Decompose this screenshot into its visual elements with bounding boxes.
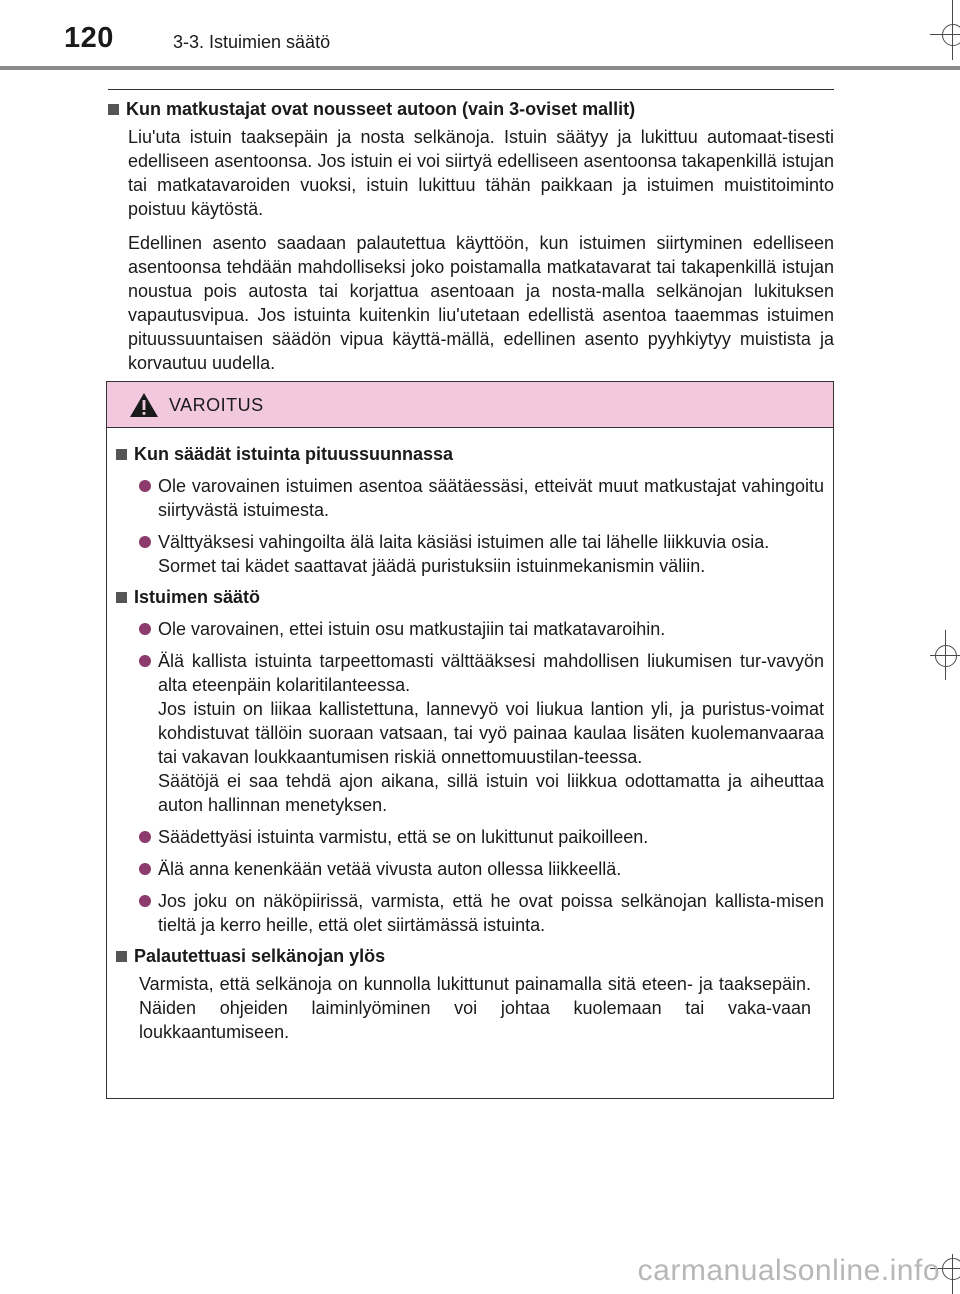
registration-mark-middle: [930, 625, 960, 685]
square-bullet-icon: [116, 449, 127, 460]
warning-bullet: [139, 889, 824, 937]
warning-bullet: [139, 825, 824, 849]
bullet-text: Säädettyäsi istuinta varmistu, että se on lukittunut paikoilleen.: [158, 827, 649, 847]
chapter-title: 3-3. Istuimien säätö: [173, 32, 331, 52]
warning-header: [107, 382, 833, 428]
round-bullet-icon: [139, 623, 151, 635]
round-bullet-icon: [139, 863, 151, 875]
warning-title: VAROITUS: [169, 395, 264, 415]
round-bullet-icon: [139, 480, 151, 492]
section-paragraph: Edellinen asento saadaan palautettua käyttöön, kun istuimen siirtyminen edelliseen asentoonsa tehdään mahdolliseksi joko poistamalla matkatavarat tai takapenkillä istujan noustua pois autosta tai korjattua asentoaan ja nosta-malla selkänojan lukituksen vapautusvipua. Jos istuinta kuitenkin liu'utetaan edellistä asentoa taaemmas istuimen pituussuuntaisen säädön vipua käyttä-mällä, edellinen asento pyyhkiytyy muistista ja korvautuu uudella.: [128, 233, 834, 373]
round-bullet-icon: [139, 536, 151, 548]
warning-bullet: [139, 857, 824, 881]
round-bullet-icon: [139, 655, 151, 667]
bullet-text: Säätöjä ei saa tehdä ajon aikana, sillä istuin voi liikkua odottamatta ja aiheuttaa auton hallinnan menetyksen.: [158, 771, 824, 815]
warning-triangle-icon: [129, 392, 159, 418]
square-bullet-icon: [116, 951, 127, 962]
round-bullet-icon: [139, 831, 151, 843]
bullet-text: Ole varovainen, ettei istuin osu matkustajiin tai matkatavaroihin.: [158, 619, 666, 639]
warning-group-heading-text: Kun säädät istuinta pituussuunnassa: [134, 444, 454, 464]
header-rule: [0, 66, 960, 70]
page-number: 120: [64, 22, 114, 54]
section-heading: [108, 98, 834, 121]
warning-group-heading: [116, 944, 824, 968]
warning-group-heading: [116, 442, 824, 466]
section-rule: [108, 89, 834, 90]
square-bullet-icon: [116, 592, 127, 603]
warning-box: [106, 381, 834, 1099]
warning-bullet: [139, 474, 824, 522]
bullet-text: Älä anna kenenkään vetää vivusta auton ollessa liikkeellä.: [158, 859, 622, 879]
watermark: carmanualsonline.info: [637, 1254, 940, 1287]
warning-group-heading: [116, 585, 824, 609]
warning-bullet: [139, 617, 824, 641]
bullet-text: Jos istuin on liikaa kallistettuna, lannevyö voi liukua lantion yli, ja puristus-voimat kohdistuvat tällöin suoraan vatsaan, tai vyö painaa kaulaa lisäten kuolemanvaaraa tai vakavan loukkaantumisen riskiä onnettomuustilan-teessa.: [158, 699, 824, 767]
bullet-text: Älä kallista istuinta tarpeettomasti välttääksesi mahdollisen liukumisen tur-vavyön alta eteenpäin kolaritilanteessa.: [158, 651, 824, 695]
main-content: [108, 89, 834, 375]
bullet-text: Sormet tai kädet saattavat jäädä puristuksiin istuinmekanismin väliin.: [158, 556, 706, 576]
registration-mark-top: [930, 0, 960, 60]
bullet-text: Jos joku on näköpiirissä, varmista, että he ovat poissa selkänojan kallista-misen tieltä ja kerro heille, että olet siirtämässä istuinta.: [158, 891, 824, 935]
warning-group-heading-text: Palautettuasi selkänojan ylös: [134, 946, 386, 966]
warning-bullet: [139, 530, 824, 578]
bullet-text: Välttyäksesi vahingoilta älä laita käsiäsi istuimen alle tai lähelle liikkuvia osia.: [158, 532, 770, 552]
square-bullet-icon: [108, 104, 119, 115]
warning-group-text: Varmista, että selkänoja on kunnolla lukittunut painamalla sitä eteen- ja taaksepäin. Näiden ohjeiden laiminlyöminen voi johtaa kuolemaan tai vaka-vaan loukkaantumiseen.: [139, 974, 811, 1042]
bullet-text: Ole varovainen istuimen asentoa säätäessäsi, etteivät muut matkustajat vahingoitu siirtyvästä istuimesta.: [158, 476, 824, 520]
warning-bullet: [139, 649, 824, 817]
warning-body: [107, 428, 833, 1044]
section-paragraph: Liu'uta istuin taaksepäin ja nosta selkänoja. Istuin säätyy ja lukittuu automaat-tisesti edelliseen asentoonsa. Jos istuin ei voi siirtyä edelliseen asentoonsa takapenkillä istujan tai matkatavaroiden vuoksi, istuin lukittuu tähän paikkaan ja istuimen muistitoiminto poistuu käytöstä.: [128, 127, 834, 219]
round-bullet-icon: [139, 895, 151, 907]
warning-group-heading-text: Istuimen säätö: [134, 587, 261, 607]
section-heading-text: Kun matkustajat ovat nousseet autoon (vain 3-oviset mallit): [126, 99, 636, 119]
